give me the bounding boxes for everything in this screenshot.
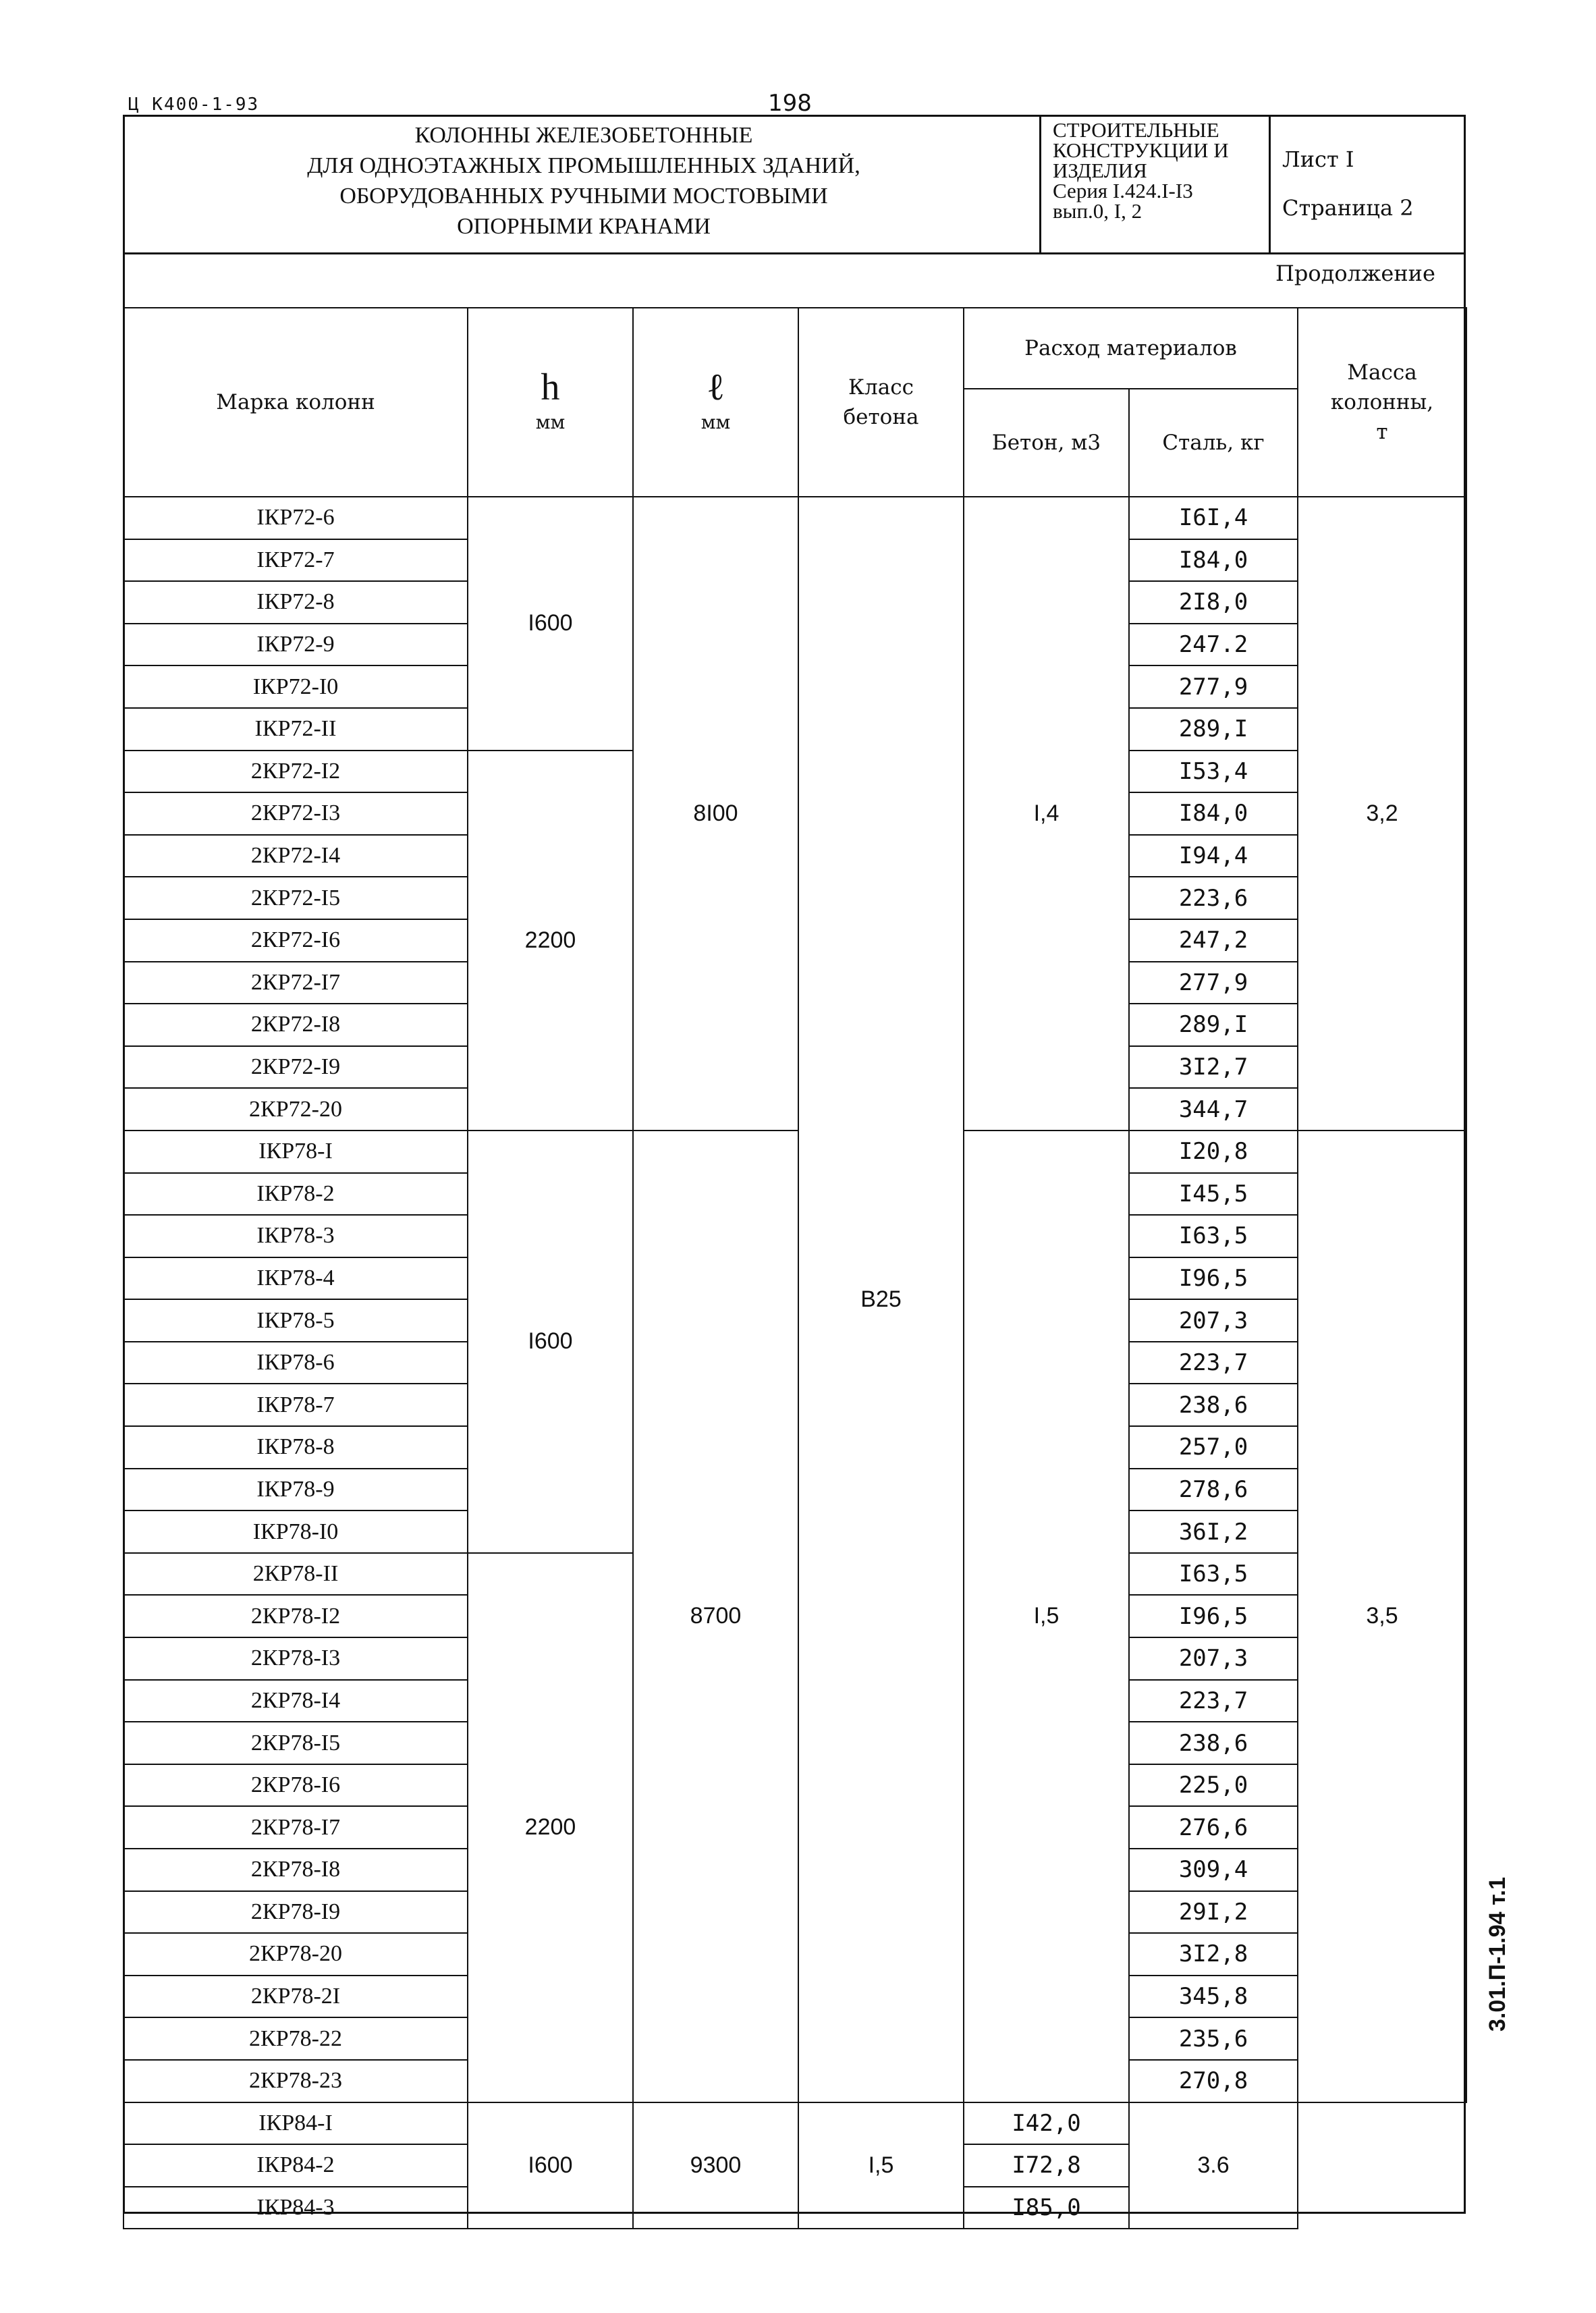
merged-h-cell: I600	[468, 1131, 633, 1553]
column-mark: IКР72-6	[123, 497, 468, 539]
steel-value: 277,9	[1129, 665, 1298, 708]
steel-value: I84,0	[1129, 539, 1298, 582]
column-mark: IКР78-3	[123, 1215, 468, 1257]
column-mark: 2КР78-I2	[123, 1595, 468, 1637]
title-line: ОПОРНЫМИ КРАНАМИ	[457, 214, 711, 239]
columns-table	[123, 307, 1467, 2229]
title-bottom-rule	[123, 252, 1466, 254]
side-stamp: 3.01.П-1.94 т.1	[1485, 1876, 1510, 2032]
steel-value: 247.2	[1129, 624, 1298, 666]
steel-value: 235,6	[1129, 2017, 1298, 2060]
column-mark: IКР84-2	[123, 2144, 468, 2187]
column-mark: IКР84-3	[123, 2187, 468, 2229]
document-title	[125, 120, 1043, 255]
steel-value: 223,6	[1129, 877, 1298, 919]
column-mark: IКР78-9	[123, 1469, 468, 1511]
continuation-label: Продолжение	[1275, 261, 1435, 286]
column-mark: IКР84-I	[123, 2102, 468, 2145]
steel-value: 247,2	[1129, 919, 1298, 962]
h-unit: мм	[535, 411, 566, 433]
title-line: КОЛОННЫ ЖЕЛЕЗОБЕТОННЫЕ	[414, 123, 753, 148]
table-row	[123, 1131, 1466, 1173]
steel-value: I53,4	[1129, 751, 1298, 793]
column-mark: IКР72-I0	[123, 665, 468, 708]
steel-value: 276,6	[1129, 1806, 1298, 1849]
steel-value: 223,7	[1129, 1342, 1298, 1384]
steel-value: 289,I	[1129, 1004, 1298, 1046]
title-divider	[1039, 115, 1041, 253]
column-mark: IКР78-2	[123, 1173, 468, 1216]
table-row	[123, 497, 1466, 539]
title-line: ОБОРУДОВАННЫХ РУЧНЫМИ МОСТОВЫМИ	[339, 184, 828, 209]
merged-b-cell: I,4	[964, 497, 1129, 1131]
steel-value: I42,0	[964, 2102, 1129, 2145]
steel-value: 345,8	[1129, 1976, 1298, 2018]
column-mark: 2КР72-I7	[123, 962, 468, 1004]
series-line: вып.0, I, 2	[1053, 199, 1143, 223]
column-mark: IКР78-8	[123, 1426, 468, 1469]
steel-value: 36I,2	[1129, 1511, 1298, 1553]
header-mark: Марка колонн	[123, 308, 468, 497]
merged-h-cell: I600	[468, 2102, 633, 2229]
series-line: Серия I.424.I-I3	[1053, 179, 1193, 202]
steel-value: I45,5	[1129, 1173, 1298, 1216]
column-mark: 2КР72-I5	[123, 877, 468, 919]
series-block	[1053, 120, 1269, 221]
steel-value: I72,8	[964, 2144, 1129, 2187]
column-mark: 2КР78-I9	[123, 1891, 468, 1934]
merged-b-cell: I,5	[798, 2102, 964, 2229]
column-mark: 2КР78-II	[123, 1553, 468, 1596]
merged-h-cell: I600	[468, 497, 633, 751]
header-materials: Расход материалов	[964, 308, 1298, 389]
steel-value: 344,7	[1129, 1088, 1298, 1131]
column-mark: 2КР72-20	[123, 1088, 468, 1131]
steel-value: I85,0	[964, 2187, 1129, 2229]
table-row	[123, 2102, 1466, 2145]
column-mark: IКР78-5	[123, 1299, 468, 1342]
merged-l-cell: 9300	[633, 2102, 798, 2229]
merged-ms-cell: 3.6	[1129, 2102, 1298, 2229]
page-number: 198	[768, 90, 812, 117]
steel-value: 270,8	[1129, 2060, 1298, 2102]
merged-c-cell: В25	[798, 497, 964, 2102]
steel-value: 278,6	[1129, 1469, 1298, 1511]
column-mark: IКР78-I0	[123, 1511, 468, 1553]
column-mark: 2КР78-I6	[123, 1764, 468, 1807]
title-line: ДЛЯ ОДНОЭТАЖНЫХ ПРОМЫШЛЕННЫХ ЗДАНИЙ,	[307, 153, 860, 178]
steel-value: I84,0	[1129, 792, 1298, 835]
merged-b-cell: I,5	[964, 1131, 1129, 2102]
column-mark: 2КР78-I3	[123, 1637, 468, 1680]
l-symbol: ℓ	[707, 366, 725, 408]
sheet-number: Лист I	[1282, 146, 1354, 172]
column-mark: 2КР72-I3	[123, 792, 468, 835]
steel-value: 207,3	[1129, 1637, 1298, 1680]
header-mass: Масса колонны, т	[1298, 308, 1466, 497]
column-mark: 2КР78-20	[123, 1933, 468, 1976]
title-divider	[1269, 115, 1271, 253]
merged-h-cell: 2200	[468, 751, 633, 1131]
steel-value: 257,0	[1129, 1426, 1298, 1469]
column-mark: 2КР72-I8	[123, 1004, 468, 1046]
column-mark: IКР78-I	[123, 1131, 468, 1173]
column-mark: 2КР78-I4	[123, 1680, 468, 1722]
steel-value: I63,5	[1129, 1215, 1298, 1257]
steel-value: I94,4	[1129, 835, 1298, 877]
header-h	[468, 308, 633, 497]
steel-value: 289,I	[1129, 708, 1298, 751]
header-concrete-class: Класс бетона	[798, 308, 964, 497]
column-mark: IКР72-7	[123, 539, 468, 582]
h-symbol: h	[541, 366, 560, 408]
steel-value: 223,7	[1129, 1680, 1298, 1722]
steel-value: 238,6	[1129, 1722, 1298, 1764]
steel-value: I63,5	[1129, 1553, 1298, 1596]
column-mark: 2КР78-I8	[123, 1849, 468, 1891]
merged-ms-cell: 3,2	[1298, 497, 1466, 1131]
steel-value: 225,0	[1129, 1764, 1298, 1807]
steel-value: 277,9	[1129, 962, 1298, 1004]
steel-value: 309,4	[1129, 1849, 1298, 1891]
merged-h-cell: 2200	[468, 1553, 633, 2102]
column-mark: 2КР72-I4	[123, 835, 468, 877]
series-line: СТРОИТЕЛЬНЫЕ	[1053, 118, 1219, 142]
merged-l-cell: 8I00	[633, 497, 798, 1131]
sheet-block	[1282, 135, 1458, 232]
series-line: ИЗДЕЛИЯ	[1053, 159, 1147, 182]
header-concrete: Бетон, м3	[964, 389, 1129, 497]
column-mark: 2КР72-I9	[123, 1046, 468, 1089]
header-steel: Сталь, кг	[1129, 389, 1298, 497]
column-mark: IКР72-9	[123, 624, 468, 666]
merged-l-cell: 8700	[633, 1131, 798, 2102]
column-mark: 2КР72-I6	[123, 919, 468, 962]
column-mark: 2КР78-22	[123, 2017, 468, 2060]
steel-value: I96,5	[1129, 1595, 1298, 1637]
steel-value: 3I2,8	[1129, 1933, 1298, 1976]
steel-value: 2I8,0	[1129, 581, 1298, 624]
steel-value: 238,6	[1129, 1384, 1298, 1426]
page-label: Страница 2	[1282, 195, 1414, 221]
column-mark: 2КР78-23	[123, 2060, 468, 2102]
steel-value: I20,8	[1129, 1131, 1298, 1173]
column-mark: IКР72-II	[123, 708, 468, 751]
merged-ms-cell: 3,5	[1298, 1131, 1466, 2102]
column-mark: IКР78-7	[123, 1384, 468, 1426]
column-mark: IКР78-4	[123, 1257, 468, 1300]
column-mark: IКР78-6	[123, 1342, 468, 1384]
steel-value: 3I2,7	[1129, 1046, 1298, 1089]
header-l	[633, 308, 798, 497]
steel-value: 207,3	[1129, 1299, 1298, 1342]
steel-value: I96,5	[1129, 1257, 1298, 1300]
steel-value: I6I,4	[1129, 497, 1298, 539]
document-code: Ц К400-1-93	[128, 94, 260, 115]
column-mark: IКР72-8	[123, 581, 468, 624]
l-unit: мм	[700, 411, 731, 433]
series-line: КОНСТРУКЦИИ И	[1053, 138, 1229, 162]
column-mark: 2КР78-I5	[123, 1722, 468, 1764]
column-mark: 2КР78-I7	[123, 1806, 468, 1849]
column-mark: 2КР72-I2	[123, 751, 468, 793]
column-mark: 2КР78-2I	[123, 1976, 468, 2018]
steel-value: 29I,2	[1129, 1891, 1298, 1934]
